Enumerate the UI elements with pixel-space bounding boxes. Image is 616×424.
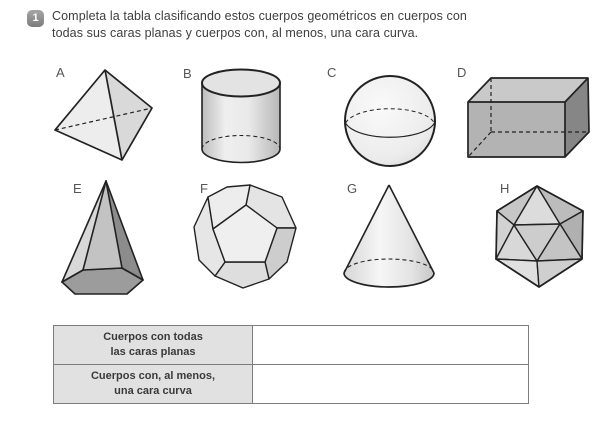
shape-label-e: E xyxy=(73,181,82,196)
hexagonal-pyramid-figure xyxy=(58,177,150,299)
table-row xyxy=(54,326,528,365)
cone-icon xyxy=(342,181,438,291)
cone-figure xyxy=(342,181,438,291)
shape-label-h: H xyxy=(500,181,510,196)
sphere-icon xyxy=(342,73,438,169)
icosahedron-figure xyxy=(493,183,589,291)
answer-cell-flat-faces[interactable] xyxy=(253,326,528,364)
dodecahedron-icon xyxy=(193,183,299,291)
instruction-text xyxy=(52,8,592,42)
rectangular-prism-figure xyxy=(465,75,597,161)
cylinder-figure xyxy=(200,68,282,166)
row-label-line: Cuerpos con, al menos, xyxy=(90,370,216,382)
question-number-badge: 1 xyxy=(27,10,44,27)
icosahedron-icon xyxy=(493,183,589,291)
tetrahedron-figure xyxy=(46,64,158,164)
hexagonal-pyramid-icon xyxy=(58,177,150,299)
tetrahedron-icon xyxy=(46,64,158,164)
dodecahedron-figure xyxy=(193,183,299,291)
cylinder-icon xyxy=(200,68,282,166)
instruction-line-2: todas sus caras planas y cuerpos con, al menos, una cara curva. xyxy=(52,26,419,40)
instruction-line-1: Completa la tabla clasificando estos cuerpos geométricos en cuerpos con xyxy=(52,9,467,23)
shape-label-d: D xyxy=(457,65,467,80)
table-row xyxy=(54,365,528,403)
shape-label-g: G xyxy=(347,181,358,196)
row-label-line: las caras planas xyxy=(110,346,196,358)
answer-cell-curved-face[interactable] xyxy=(253,365,528,403)
rectangular-prism-icon xyxy=(465,75,597,161)
sphere-figure xyxy=(342,73,438,169)
classification-table xyxy=(53,325,529,404)
row-label-curved-face xyxy=(54,365,253,403)
row-label-line: Cuerpos con todas xyxy=(103,331,203,343)
row-label-line: una cara curva xyxy=(114,385,192,397)
shape-label-f: F xyxy=(200,181,208,196)
row-label-flat-faces xyxy=(54,326,253,364)
shape-label-b: B xyxy=(183,66,192,81)
shape-label-c: C xyxy=(327,65,337,80)
shape-label-a: A xyxy=(56,65,65,80)
